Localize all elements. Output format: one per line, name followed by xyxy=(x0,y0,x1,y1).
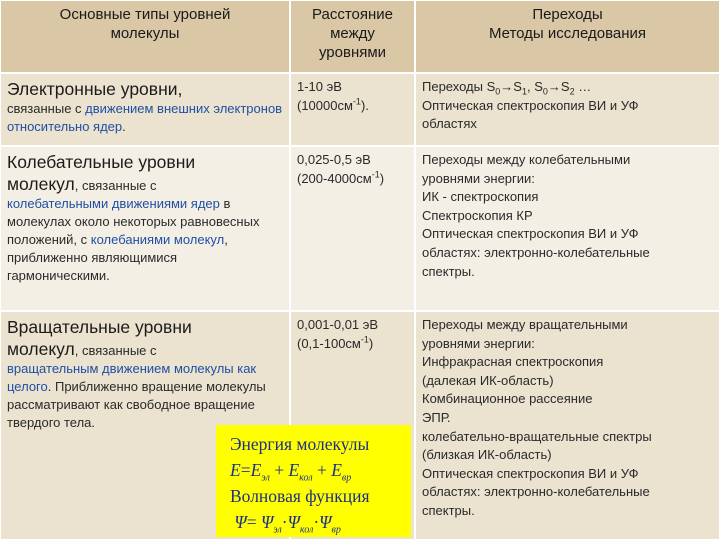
method-line: Оптическая спектроскопия ВИ и УФ xyxy=(422,226,639,242)
header-transitions xyxy=(415,0,720,73)
method-line: Переходы между вращательными xyxy=(422,317,628,332)
vibrational-levels-title: Колебательные уровни xyxy=(7,152,196,172)
transition-line: Переходы $S_0\to S_1$, $S_0\to S_2$ … xyxy=(422,79,592,97)
method-line: (близкая ИК-область) xyxy=(422,447,552,463)
header-types xyxy=(0,0,290,73)
method-line: Переходы между колебательными xyxy=(422,152,631,167)
range-cm-text: (10000см xyxy=(297,97,353,113)
desc-highlight: колебательными движениями ядер xyxy=(7,196,220,211)
formula-op: · xyxy=(281,512,288,532)
range-ev: 0,001-0,01 эВ xyxy=(297,317,379,332)
header-types-line: Основные типы уровней xyxy=(59,6,231,23)
method-line: ЭПР. xyxy=(422,409,451,425)
method-line: областях xyxy=(422,116,477,132)
row-electronic-range xyxy=(290,73,415,146)
method-line: ИК - спектроскопия xyxy=(422,189,539,205)
header-transitions-line: Методы исследования xyxy=(488,25,647,42)
title-word: молекул xyxy=(7,174,75,194)
energy-formula-box xyxy=(216,425,411,537)
header-distance-line: уровнями xyxy=(318,44,387,61)
formula-energy-equation xyxy=(230,457,411,483)
rotational-levels-desc xyxy=(7,361,266,430)
method-line: (далекая ИК-область) xyxy=(422,372,554,388)
desc-text: связанные с xyxy=(7,101,86,116)
method-line: спектры. xyxy=(422,263,475,279)
formula-op: = xyxy=(246,512,261,532)
method-line: областях: электронно-колебательные xyxy=(422,244,650,260)
formula-subscript: эл xyxy=(273,524,282,536)
range-cm-text: ) xyxy=(368,335,374,351)
title-word: молекул xyxy=(7,339,75,359)
method-line: Спектроскопия КР xyxy=(422,207,533,223)
formula-subscript: вр xyxy=(331,524,341,536)
desc-text: . xyxy=(122,119,126,134)
row-vibrational-type xyxy=(0,146,290,311)
row-vibrational-methods xyxy=(415,146,720,311)
range-cm xyxy=(297,170,408,189)
header-types-line: молекулы xyxy=(110,25,180,42)
range-cm-exp: -1 xyxy=(371,169,380,180)
formula-symbol: E xyxy=(288,460,300,480)
formula-symbol: E xyxy=(250,460,262,480)
range-cm-text: ) xyxy=(379,170,385,186)
method-line: Комбинационное рассеяние xyxy=(422,391,593,407)
desc-highlight: вращательным движением молекулы как целого xyxy=(7,361,257,394)
method-line: спектры. xyxy=(422,502,475,518)
formula-symbol: E xyxy=(331,460,342,480)
formula-subscript: вр xyxy=(341,472,352,484)
range-cm-text: (0,1-100см xyxy=(297,335,361,351)
range-ev: 0,025-0,5 эВ xyxy=(297,152,371,167)
method-line: уровнями энергии: xyxy=(422,335,535,351)
row-electronic-type xyxy=(0,73,290,146)
header-distance-line: Расстояние xyxy=(311,6,394,23)
range-cm-exp: -1 xyxy=(360,334,369,345)
rotational-levels-title-2 xyxy=(7,338,283,360)
range-ev: 1-10 эВ xyxy=(297,79,342,94)
desc-highlight: движением внешних электронов относительно ядер xyxy=(7,101,283,134)
electronic-levels-title: Электронные уровни, xyxy=(7,79,183,99)
title-tail: , связанные с xyxy=(74,343,157,358)
method-line: колебательно-вращательные спектры xyxy=(422,428,652,444)
formula-wave-equation xyxy=(230,509,411,535)
formula-symbol: Ψ xyxy=(234,512,247,532)
formula-symbol: E xyxy=(230,460,241,480)
desc-highlight: колебаниями молекул xyxy=(90,232,225,247)
row-electronic-methods xyxy=(415,73,720,146)
method-line: Инфракрасная спектроскопия xyxy=(422,354,604,370)
range-cm-text: (200-4000см xyxy=(297,170,372,186)
header-distance-line: между xyxy=(330,25,375,42)
electronic-levels-desc xyxy=(7,101,282,134)
formula-op: · xyxy=(313,512,320,532)
vibrational-levels-desc xyxy=(7,196,259,283)
rotational-levels-title: Вращательные уровни xyxy=(7,317,192,337)
desc-text: в молекулах около некоторых равновесных положений, с xyxy=(7,196,260,247)
method-line: уровнями энергии: xyxy=(422,170,535,186)
method-line: областях: электронно-колебательные xyxy=(422,484,650,500)
formula-op: + xyxy=(312,460,332,480)
formula-op: + xyxy=(269,460,289,480)
formula-symbol: Ψ xyxy=(287,512,300,532)
range-cm xyxy=(297,335,408,354)
title-tail: , связанные с xyxy=(74,178,157,193)
range-cm-exp: -1 xyxy=(352,96,361,107)
formula-subscript: эл xyxy=(261,472,270,484)
formula-symbol: Ψ xyxy=(260,512,274,532)
row-vibrational-range xyxy=(290,146,415,311)
range-cm xyxy=(297,97,408,116)
formula-subscript: кол xyxy=(299,524,314,536)
row-rotational-methods xyxy=(415,311,720,540)
vibrational-levels-title-2 xyxy=(7,173,283,195)
formula-wave-caption: Волновая функция xyxy=(230,486,370,506)
header-distance xyxy=(290,0,415,73)
range-cm-text: ). xyxy=(360,97,369,113)
header-transitions-line: Переходы xyxy=(532,6,603,23)
desc-text: . Приближенно вращение молекулы рассматривают как свободное вращение твердого тела. xyxy=(7,379,266,430)
method-line: Оптическая спектроскопия ВИ и УФ xyxy=(422,465,639,481)
formula-op: = xyxy=(240,460,251,480)
formula-symbol: Ψ xyxy=(319,512,332,532)
formula-subscript: кол xyxy=(299,472,313,484)
desc-text: , приближенно являющимися гармоническими. xyxy=(7,232,228,283)
method-line: Оптическая спектроскопия ВИ и УФ xyxy=(422,97,639,113)
formula-energy-caption: Энергия молекулы xyxy=(230,434,370,454)
